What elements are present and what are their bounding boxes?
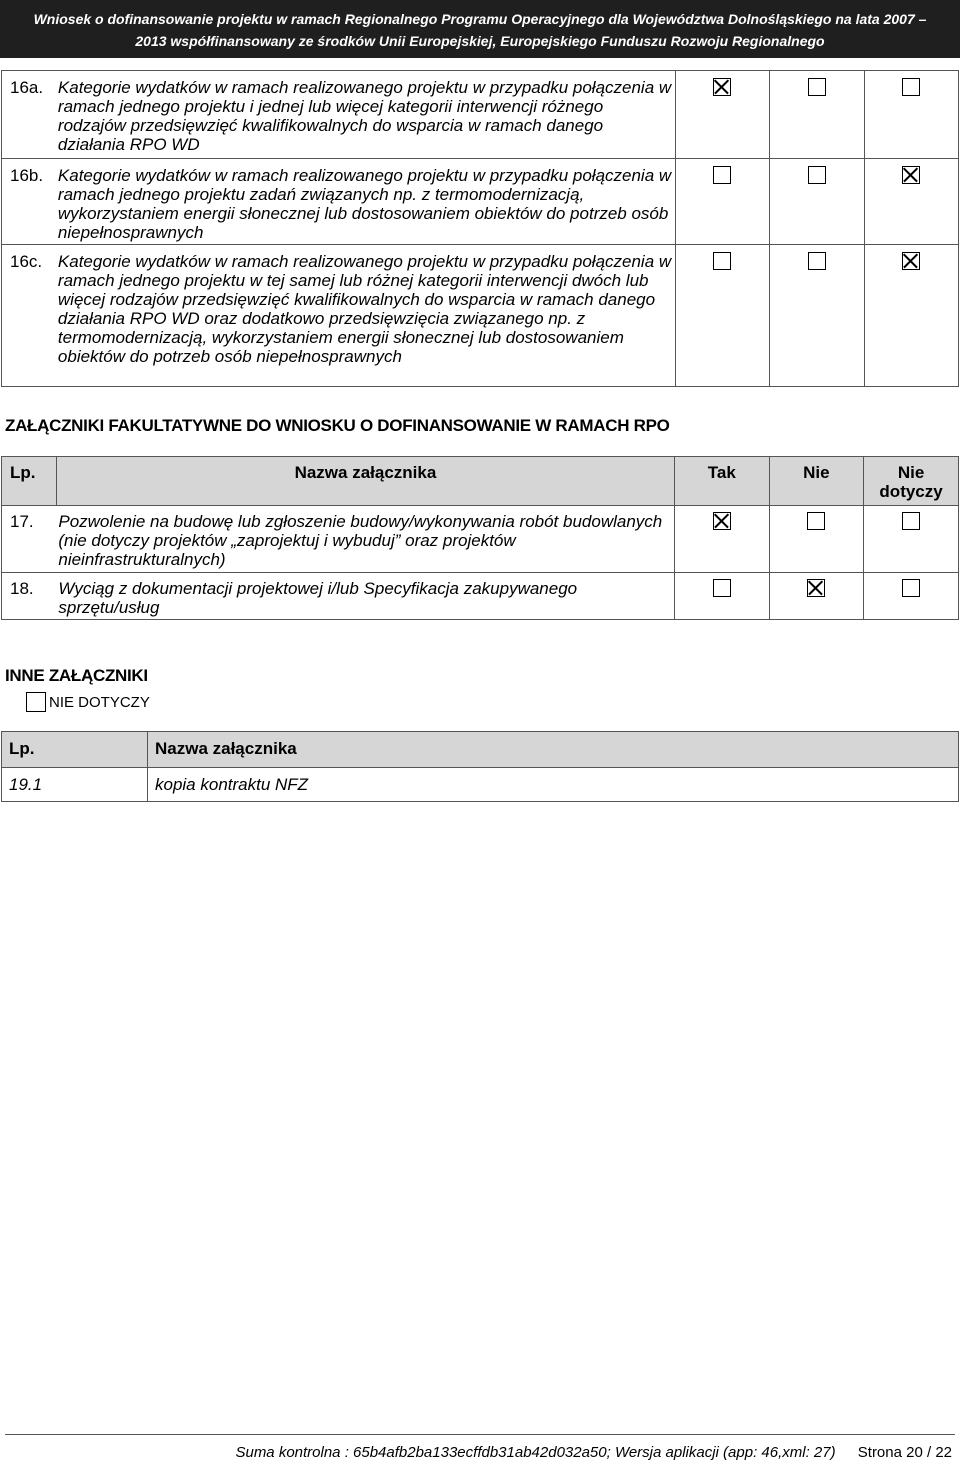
column-header-lp: Lp.: [2, 732, 148, 768]
page-number: Strona 20 / 22: [857, 1444, 952, 1461]
checkbox-tak[interactable]: [713, 512, 731, 530]
checkbox-nie-dotyczy[interactable]: [902, 252, 920, 270]
not-applicable-checkbox[interactable]: [26, 692, 46, 712]
checkbox-nie-dotyczy[interactable]: [902, 78, 920, 96]
table-row: [2, 245, 959, 387]
checkbox-nie-dotyczy[interactable]: [902, 579, 920, 597]
checkbox-nie[interactable]: [808, 78, 826, 96]
row-number: 17.: [2, 506, 57, 573]
checksum-text: Suma kontrolna : 65b4afb2ba133ecffdb31ab42d032a50; Wersja aplikacji (app: 46,xml: 27): [235, 1444, 836, 1461]
row-text: Kategorie wydatków w ramach realizowanego projektu w przypadku połączenia w ramach jednego projektu i jednej lub więcej kategorii interwencji różnego rodzajów przedsięwzięć kwalifikowalnych do wsparcia w ramach danego działania RPO WD: [56, 71, 675, 159]
table-row: [2, 159, 959, 245]
checkbox-tak[interactable]: [713, 78, 731, 96]
other-attachments-title: INNE ZAŁĄCZNIKI: [5, 666, 148, 685]
header-line-1: Wniosek o dofinansowanie projektu w ramach Regionalnego Programu Operacyjnego dla Województwa Dolnośląskiego na lata 2007 –: [33, 11, 927, 27]
checkbox-tak[interactable]: [713, 252, 731, 270]
column-header-nie: Nie: [769, 457, 864, 506]
row-text: Kategorie wydatków w ramach realizowanego projektu w przypadku połączenia w ramach jednego projektu w tej samej lub różnej kategorii interwencji dwóch lub więcej rodzajów przedsięwzięć kwalifikowalnych do wsparcia w ramach danego działania RPO WD oraz dodatkowo przedsięwzięcia związanego np. z termomodernizacją, wykorzystaniem energii słonecznej lub dostosowaniem obiektów do potrzeb osób niepełnosprawnych: [56, 245, 675, 387]
row-text: Pozwolenie na budowę lub zgłoszenie budowy/wykonywania robót budowlanych (nie dotyczy projektów „zaprojektuj i wybuduj” oraz projektów nieinfrastrukturalnych): [56, 506, 674, 573]
other-attachments-table: [1, 731, 959, 802]
checkbox-nie[interactable]: [808, 252, 826, 270]
column-header-name: Nazwa załącznika: [148, 732, 959, 768]
checkbox-nie-dotyczy[interactable]: [902, 512, 920, 530]
row-number: 18.: [2, 573, 57, 620]
checkbox-nie-dotyczy[interactable]: [902, 166, 920, 184]
optional-attachments-table: [1, 456, 959, 620]
row-number: 16a.: [2, 71, 56, 159]
categories-table: [1, 70, 959, 387]
table-row: [2, 506, 959, 573]
row-name: kopia kontraktu NFZ: [148, 768, 959, 802]
column-header-tak: Tak: [675, 457, 770, 506]
column-header-name: Nazwa załącznika: [56, 457, 674, 506]
table-row: [2, 71, 959, 159]
optional-attachments-title: ZAŁĄCZNIKI FAKULTATYWNE DO WNIOSKU O DOFINANSOWANIE W RAMACH RPO: [5, 416, 670, 435]
table-row: [2, 768, 959, 802]
not-applicable-option: [26, 692, 150, 712]
table-header-row: [2, 457, 959, 506]
document-header: [0, 0, 960, 58]
row-number: 16c.: [2, 245, 56, 387]
page-footer: [235, 1444, 952, 1461]
row-number: 16b.: [2, 159, 56, 245]
row-number: 19.1: [2, 768, 148, 802]
checkbox-nie[interactable]: [807, 512, 825, 530]
not-applicable-label: NIE DOTYCZY: [49, 693, 150, 711]
checkbox-tak[interactable]: [713, 166, 731, 184]
row-text: Kategorie wydatków w ramach realizowanego projektu w przypadku połączenia w ramach jednego projektu zadań związanych np. z termomodernizacją, wykorzystaniem energii słonecznej lub dostosowaniem obiektów do potrzeb osób niepełnosprawnych: [56, 159, 675, 245]
footer-divider: [5, 1434, 955, 1435]
table-row: [2, 573, 959, 620]
checkbox-nie[interactable]: [807, 579, 825, 597]
table-header-row: [2, 732, 959, 768]
header-line-2: 2013 współfinansowany ze środków Unii Europejskiej, Europejskiego Funduszu Rozwoju Regionalnego: [135, 33, 825, 49]
checkbox-nie[interactable]: [808, 166, 826, 184]
column-header-nie-dotyczy: Nie dotyczy: [864, 457, 959, 506]
row-text: Wyciąg z dokumentacji projektowej i/lub Specyfikacja zakupywanego sprzętu/usług: [56, 573, 674, 620]
column-header-lp: Lp.: [2, 457, 57, 506]
checkbox-tak[interactable]: [713, 579, 731, 597]
